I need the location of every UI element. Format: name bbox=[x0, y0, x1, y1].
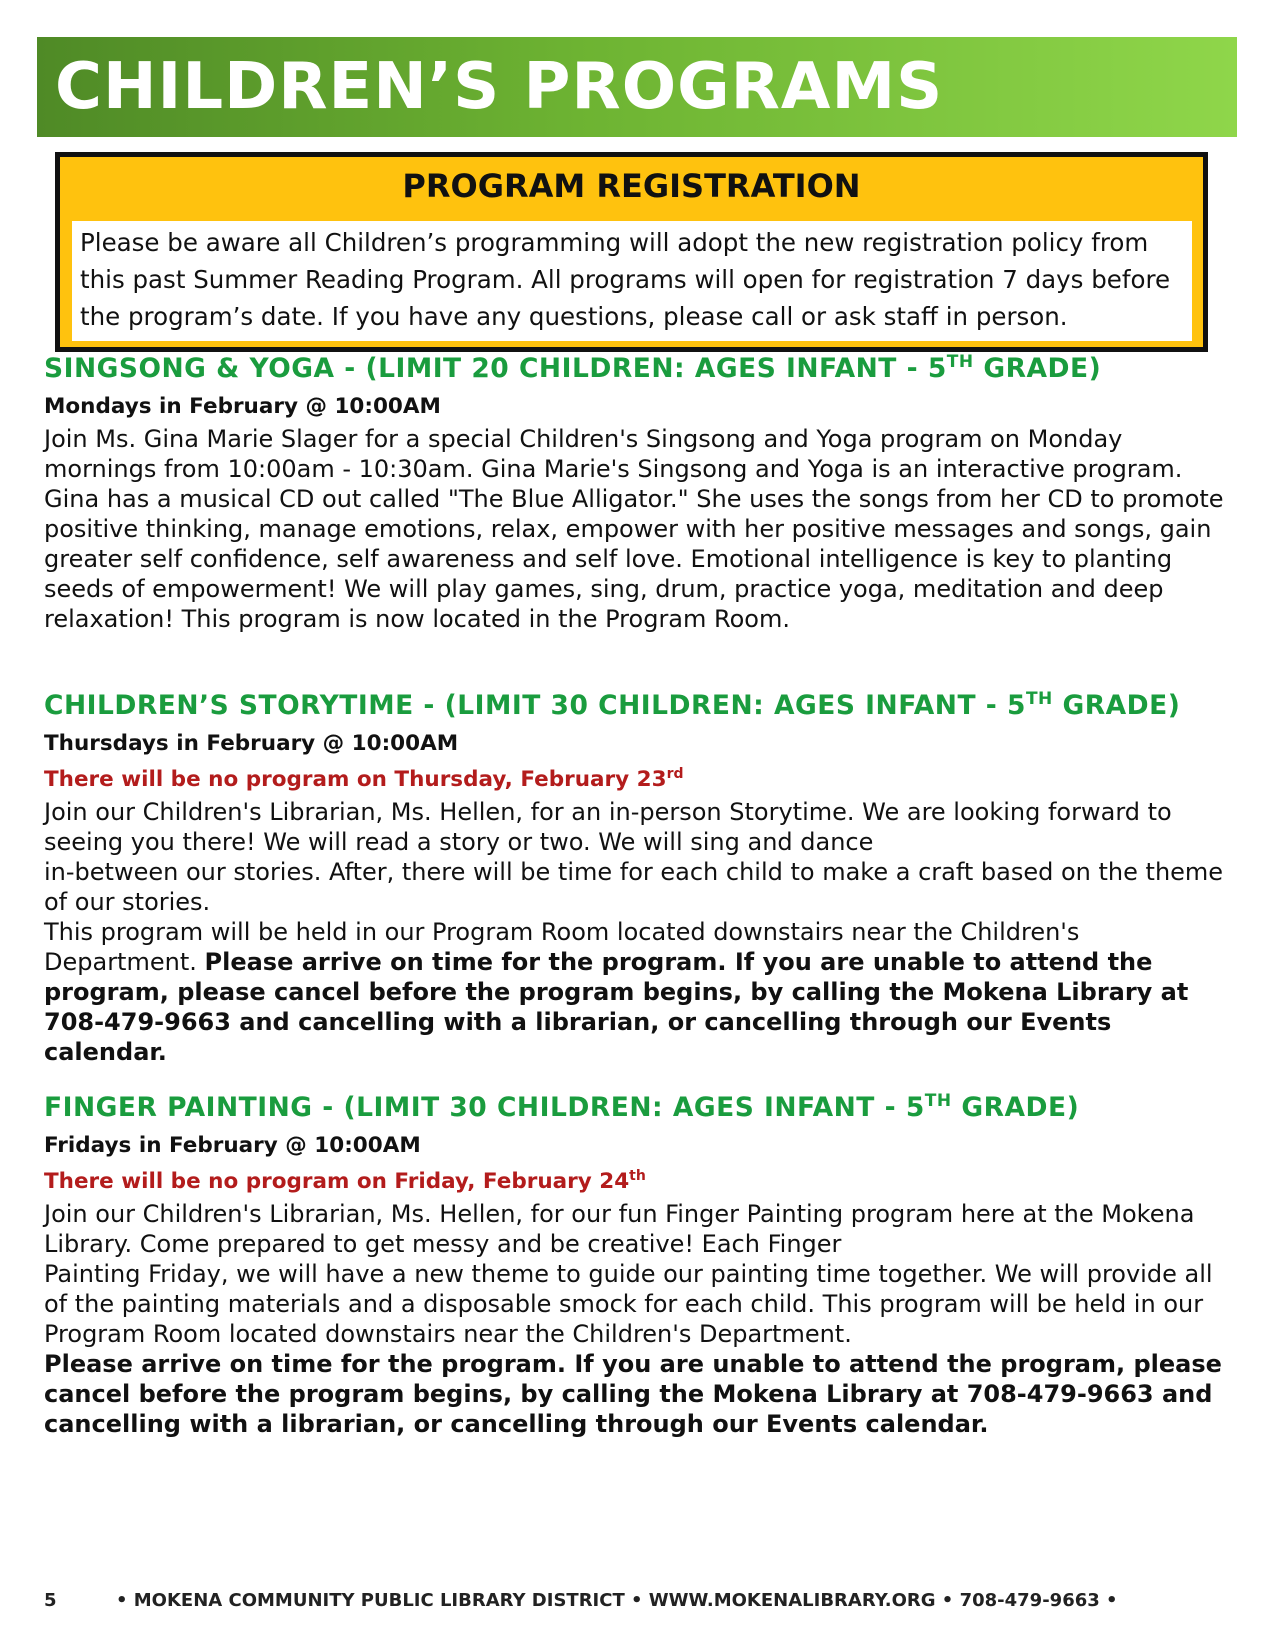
program-schedule: Thursdays in February @ 10:00AM bbox=[44, 731, 459, 756]
program-singsong-yoga bbox=[44, 352, 1239, 634]
program-attendance-notice: Please arrive on time for the program. If you are unable to attend the program, please cancel before the program begins, by calling the Mokena Library at 708-479-9663 and cancelling with a librarian, or cancelling through our Events calendar. bbox=[44, 948, 1189, 1066]
registration-heading: PROGRAM REGISTRATION bbox=[402, 167, 861, 205]
program-description: Join our Children's Librarian, Ms. Hellen, for an in-person Storytime. We are looking forward to seeing you there! We will read a story or two. We will sing and dance in-between our stories. After, there will be time for each child to make a craft based on the theme of our stories. This program will be held in our Program Room located downstairs near the Children's Department. Please arrive on time for the program. If you are unable to attend the program, please cancel before the program begins, by calling the Mokena Library at 708-479-9663 and cancelling with a librarian, or cancelling through our Events calendar. bbox=[44, 798, 1224, 1066]
program-schedule: Fridays in February @ 10:00AM bbox=[44, 1133, 421, 1158]
page-title: CHILDREN’S PROGRAMS bbox=[55, 50, 944, 124]
program-schedule: Mondays in February @ 10:00AM bbox=[44, 394, 441, 419]
program-finger-painting bbox=[44, 1091, 1239, 1439]
program-description: Join our Children's Librarian, Ms. Hellen, for our fun Finger Painting program here at the Mokena Library. Come prepared to get messy and be creative! Each Finger Painting Friday, we will have a new theme to guide our painting time together. We will provide all of the painting materials and a disposable smock for each child. This program will be held in our Program Room located downstairs near the Children's Department. Please arrive on time for the program. If you are unable to attend the program, please cancel before the program begins, by calling the Mokena Library at 708-479-9663 and cancelling with a librarian, or cancelling through our Events calendar. bbox=[44, 1200, 1222, 1438]
program-title: CHILDREN’S STORYTIME - (LIMIT 30 CHILDREN: AGES INFANT - 5TH GRADE) bbox=[44, 689, 1181, 721]
page-footer bbox=[44, 1590, 1239, 1620]
registration-text: Please be aware all Children’s programming will adopt the new registration policy from this past Summer Reading Program. All programs will open for registration 7 days before the program’s date. If you have any questions, please call or ask staff in person. bbox=[72, 221, 1192, 341]
program-title: FINGER PAINTING - (LIMIT 30 CHILDREN: AGES INFANT - 5TH GRADE) bbox=[44, 1091, 1080, 1123]
page-banner bbox=[37, 37, 1237, 137]
footer-contact-line: • MOKENA COMMUNITY PUBLIC LIBRARY DISTRICT • WWW.MOKENALIBRARY.ORG • 708-479-9663 • bbox=[116, 1590, 1118, 1611]
registration-box bbox=[55, 152, 1208, 352]
program-cancellation-notice: There will be no program on Thursday, February 23rd bbox=[44, 765, 684, 792]
program-attendance-notice: Please arrive on time for the program. If you are unable to attend the program, please cancel before the program begins, by calling the Mokena Library at 708-479-9663 and cancelling with a librarian, or cancelling through our Events calendar. bbox=[44, 1350, 1222, 1438]
program-title: SINGSONG & YOGA - (LIMIT 20 CHILDREN: AGES INFANT - 5TH GRADE) bbox=[44, 352, 1102, 384]
program-cancellation-notice: There will be no program on Friday, February 24th bbox=[44, 1167, 646, 1194]
page-number: 5 bbox=[44, 1590, 57, 1611]
program-description: Join Ms. Gina Marie Slager for a special Children's Singsong and Yoga program on Monday mornings from 10:00am - 10:30am. Gina Marie's Singsong and Yoga is an interactive program. Gina has a musical CD out called "The Blue Alligator." She uses the songs from her CD to promote positive thinking, manage emotions, relax, empower with her positive messages and songs, gain greater self confidence, self awareness and self love. Emotional intelligence is key to planting seeds of empowerment! We will play games, sing, drum, practice yoga, meditation and deep relaxation! This program is now located in the Program Room. bbox=[44, 425, 1224, 633]
program-childrens-storytime bbox=[44, 689, 1239, 1067]
